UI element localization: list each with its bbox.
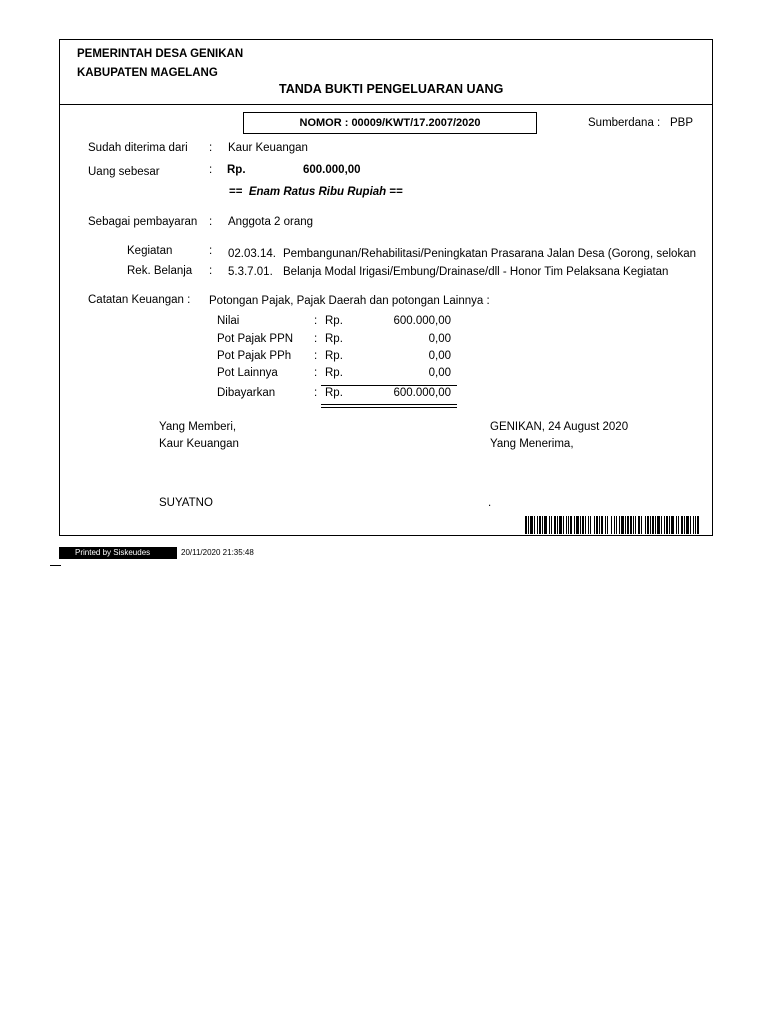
total-label: Dibayarkan xyxy=(217,387,276,399)
row-label: Pot Pajak PPN xyxy=(217,333,294,345)
account-value: Belanja Modal Irigasi/Embung/Drainase/dll - Honor Tim Pelaksana Kegiatan xyxy=(283,266,669,278)
financial-notes-description: Potongan Pajak, Pajak Daerah dan potongan Lainnya : xyxy=(209,295,490,307)
row-amount: 0,00 xyxy=(428,333,451,345)
row-colon: : xyxy=(314,333,318,345)
received-from-label: Sudah diterima dari xyxy=(88,142,188,154)
colon: : xyxy=(209,245,213,257)
activity-value: Pembangunan/Rehabilitasi/Peningkatan Prasarana Jalan Desa (Gorong, selokan xyxy=(283,248,696,260)
colon: : xyxy=(209,216,213,228)
place-date: GENIKAN, 24 August 2020 xyxy=(490,421,629,433)
account-code: 5.3.7.01. xyxy=(228,266,273,278)
spelled-marker-start: == xyxy=(229,186,243,198)
colon: : xyxy=(209,142,213,154)
total-currency: Rp. xyxy=(325,387,343,399)
payment-for-label: Sebagai pembayaran xyxy=(88,216,198,228)
total-underline-2 xyxy=(321,407,457,408)
activity-label: Kegiatan xyxy=(127,245,173,257)
colon: : xyxy=(209,164,213,176)
receiver-label: Yang Menerima, xyxy=(490,438,574,450)
row-currency: Rp. xyxy=(325,333,343,345)
row-colon: : xyxy=(314,350,318,362)
row-amount: 0,00 xyxy=(428,350,451,362)
receiver-name: . xyxy=(488,497,492,509)
giver-label: Yang Memberi, xyxy=(159,421,237,433)
spelled-marker-end: == xyxy=(389,186,403,198)
document-number: NOMOR : 00009/KWT/17.2007/2020 xyxy=(243,112,537,134)
row-currency: Rp. xyxy=(325,315,343,327)
barcode-bar xyxy=(697,516,699,534)
total-colon: : xyxy=(314,387,318,399)
org-line-1: PEMERINTAH DESA GENIKAN xyxy=(77,48,244,60)
subtotal-line xyxy=(321,385,457,386)
document-title: TANDA BUKTI PENGELUARAN UANG xyxy=(279,82,504,96)
account-label: Rek. Belanja xyxy=(127,265,193,277)
amount-label: Uang sebesar xyxy=(88,166,160,178)
row-currency: Rp. xyxy=(325,367,343,379)
spelled-amount xyxy=(229,186,403,198)
row-currency: Rp. xyxy=(325,350,343,362)
payment-for-value: Anggota 2 orang xyxy=(228,216,314,228)
sumberdana-label: Sumberdana : xyxy=(588,117,661,129)
row-label: Nilai xyxy=(217,315,240,327)
total-underline-1 xyxy=(321,404,457,405)
header-divider xyxy=(59,104,713,105)
row-amount: 0,00 xyxy=(428,367,451,379)
activity-code: 02.03.14. xyxy=(228,248,276,260)
org-line-2: KABUPATEN MAGELANG xyxy=(77,67,218,79)
amount-value: 600.000,00 xyxy=(303,164,361,176)
giver-name: SUYATNO xyxy=(159,497,213,509)
row-label: Pot Pajak PPh xyxy=(217,350,292,362)
row-colon: : xyxy=(314,315,318,327)
print-timestamp: 20/11/2020 21:35:48 xyxy=(181,548,254,557)
row-amount: 600.000,00 xyxy=(393,315,451,327)
spelled-amount-text: Enam Ratus Ribu Rupiah xyxy=(248,186,387,198)
amount-currency: Rp. xyxy=(227,164,246,176)
colon: : xyxy=(209,265,213,277)
printed-by-label: Printed by Siskeudes xyxy=(59,547,177,559)
giver-title: Kaur Keuangan xyxy=(159,438,239,450)
row-colon: : xyxy=(314,367,318,379)
page-mark xyxy=(50,565,61,566)
row-label: Pot Lainnya xyxy=(217,367,278,379)
financial-notes-label: Catatan Keuangan : xyxy=(88,294,191,306)
received-from-value: Kaur Keuangan xyxy=(228,142,308,154)
total-amount: 600.000,00 xyxy=(393,387,451,399)
sumberdana-value: PBP xyxy=(670,117,694,129)
barcode xyxy=(525,516,699,534)
